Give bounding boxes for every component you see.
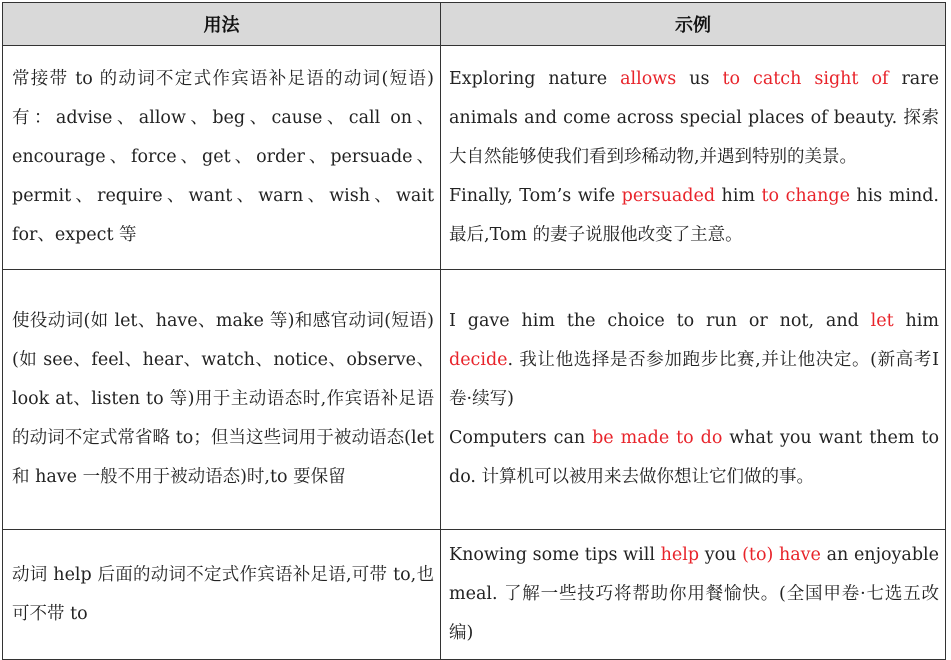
sentence-text: . 我让他选择是否参加跑步比赛,并让他决定。(新高考Ⅰ卷·续写) (449, 350, 939, 409)
sentence-text: rare animals and come across special places of beauty. 探索大自然能够使我们看到珍稀动物,并遇到特别的美景。 (449, 69, 939, 167)
highlighted-phrase: allows (620, 69, 677, 89)
table-row (3, 270, 946, 530)
highlighted-phrase: to change (761, 186, 850, 206)
usage-cell: 常接带 to 的动词不定式作宾语补足语的动词(短语)有：advise、allow、beg、cause、call on、encourage、force、get、order、persuade、permit、require、want、warn、wish、wait for、expect 等 (3, 46, 441, 270)
example-sentence (449, 536, 939, 653)
sentence-text: Knowing some tips will (449, 545, 661, 565)
usage-cell: 使役动词(如 let、have、make 等)和感官动词(短语)(如 see、feel、hear、watch、notice、observe、look at、listen to 等)用于主动语态时,作宾语补足语的动词不定式常省略 to；但当这些词用于被动语态(let 和 have 一般不用于被动语态)时,to 要保留 (3, 270, 441, 530)
sentence-text: Computers can (449, 428, 593, 448)
sentence-text: I gave him the choice to run or not, and (449, 311, 871, 331)
highlighted-phrase: be made to do (592, 428, 723, 448)
example-cell (441, 46, 946, 270)
example-sentence (449, 60, 939, 177)
sentence-text: what you want them to do. 计算机可以被用来去做你想让它们做的事。 (449, 428, 940, 487)
sentence-text: you (699, 545, 743, 565)
sentence-text: us (676, 69, 723, 89)
sentence-text: him (715, 186, 762, 206)
example-sentence (449, 419, 939, 497)
sentence-text: an enjoyable meal. 了解一些技巧将帮助你用餐愉快。(全国甲卷·七选五改编) (449, 545, 940, 643)
example-sentence (449, 177, 939, 255)
table-row (3, 530, 946, 660)
highlighted-phrase: help (660, 545, 700, 565)
example-cell (441, 530, 946, 660)
highlighted-phrase: let (870, 311, 894, 331)
sentence-text: Exploring nature (449, 69, 621, 89)
table-row (3, 46, 946, 270)
header-example: 示例 (441, 3, 946, 46)
highlighted-phrase: persuaded (621, 186, 716, 206)
sentence-text: him (893, 311, 939, 331)
highlighted-phrase: (to) have (742, 545, 821, 565)
header-usage: 用法 (3, 3, 441, 46)
sentence-text: his mind. 最后,Tom 的妻子说服他改变了主意。 (449, 186, 939, 245)
sentence-text: Finally, Tom’s wife (449, 186, 622, 206)
example-cell (441, 270, 946, 530)
example-sentence (449, 302, 939, 419)
grammar-table (2, 2, 946, 660)
highlighted-phrase: decide (449, 350, 508, 370)
usage-cell: 动词 help 后面的动词不定式作宾语补足语,可带 to,也可不带 to (3, 530, 441, 660)
header-row (3, 3, 946, 46)
highlighted-phrase: to catch sight of (722, 69, 889, 89)
